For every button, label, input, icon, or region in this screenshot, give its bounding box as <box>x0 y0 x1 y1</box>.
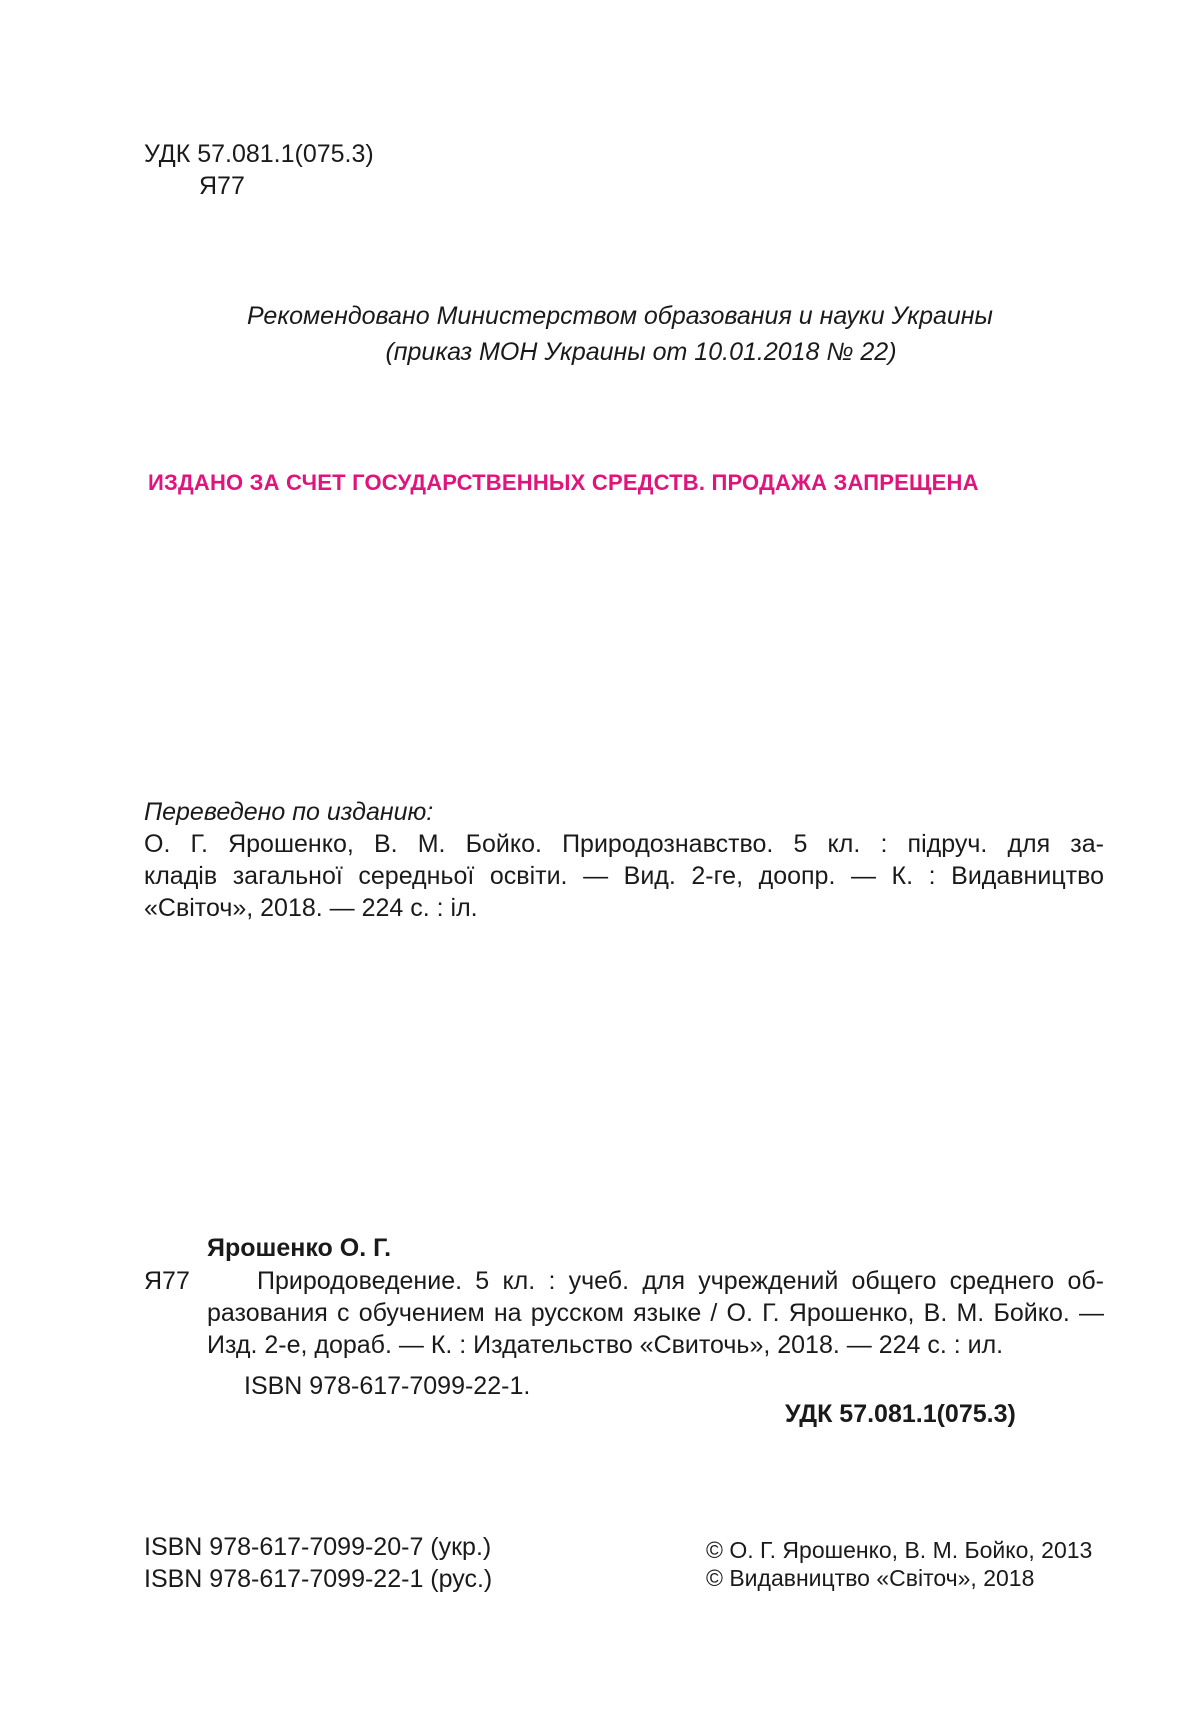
translation-line: О. Г. Ярошенко, В. М. Бойко. Природознавство. 5 кл. : підруч. для за- <box>144 830 1104 858</box>
catalog-card-isbn: ISBN 978-617-7099-22-1. <box>244 1372 531 1400</box>
udk-header <box>144 138 374 202</box>
catalog-card-code: Я77 <box>144 1267 190 1295</box>
copyright-publisher: © Видавництво «Світоч», 2018 <box>706 1565 1035 1591</box>
translation-line: «Світоч», 2018. — 224 с. : іл. <box>144 894 478 922</box>
sale-prohibited-notice: ИЗДАНО ЗА СЧЕТ ГОСУДАРСТВЕННЫХ СРЕДСТВ. ПРОДАЖА ЗАПРЕЩЕНА <box>148 470 979 495</box>
recommendation-line-1: Рекомендовано Министерством образования и науки Украины <box>247 302 993 330</box>
author-code: Я77 <box>199 172 245 200</box>
translation-heading: Переведено по изданию: <box>144 798 434 826</box>
recommendation <box>0 298 1200 370</box>
isbn-ukrainian: ISBN 978-617-7099-20-7 (укр.) <box>144 1533 492 1561</box>
catalog-card-line: Природоведение. 5 кл. : учеб. для учреждений общего среднего об- <box>257 1267 1104 1295</box>
isbn-russian: ISBN 978-617-7099-22-1 (рус.) <box>144 1565 493 1593</box>
recommendation-line-2: (приказ МОН Украины от 10.01.2018 № 22) <box>385 338 897 366</box>
translation-line: кладів загальної середньої освіти. — Вид. 2-ге, доопр. — К. : Видавництво <box>144 862 1104 890</box>
catalog-card-author: Ярошенко О. Г. <box>207 1234 392 1262</box>
translation-source <box>144 796 1104 924</box>
catalog-card-udk: УДК 57.081.1(075.3) <box>785 1400 1016 1428</box>
catalog-card-line: Изд. 2-е, дораб. — К. : Издательство «Свиточь», 2018. — 224 с. : ил. <box>207 1331 1004 1359</box>
catalog-card-line: разования с обучением на русском языке / О. Г. Ярошенко, В. М. Бойко. — <box>207 1299 1104 1327</box>
isbn-list <box>144 1531 492 1595</box>
udk-index: УДК 57.081.1(075.3) <box>144 140 374 168</box>
copyright-block <box>706 1536 1092 1592</box>
catalog-card-description <box>207 1265 1104 1361</box>
copyright-authors: © О. Г. Ярошенко, В. М. Бойко, 2013 <box>706 1537 1093 1563</box>
